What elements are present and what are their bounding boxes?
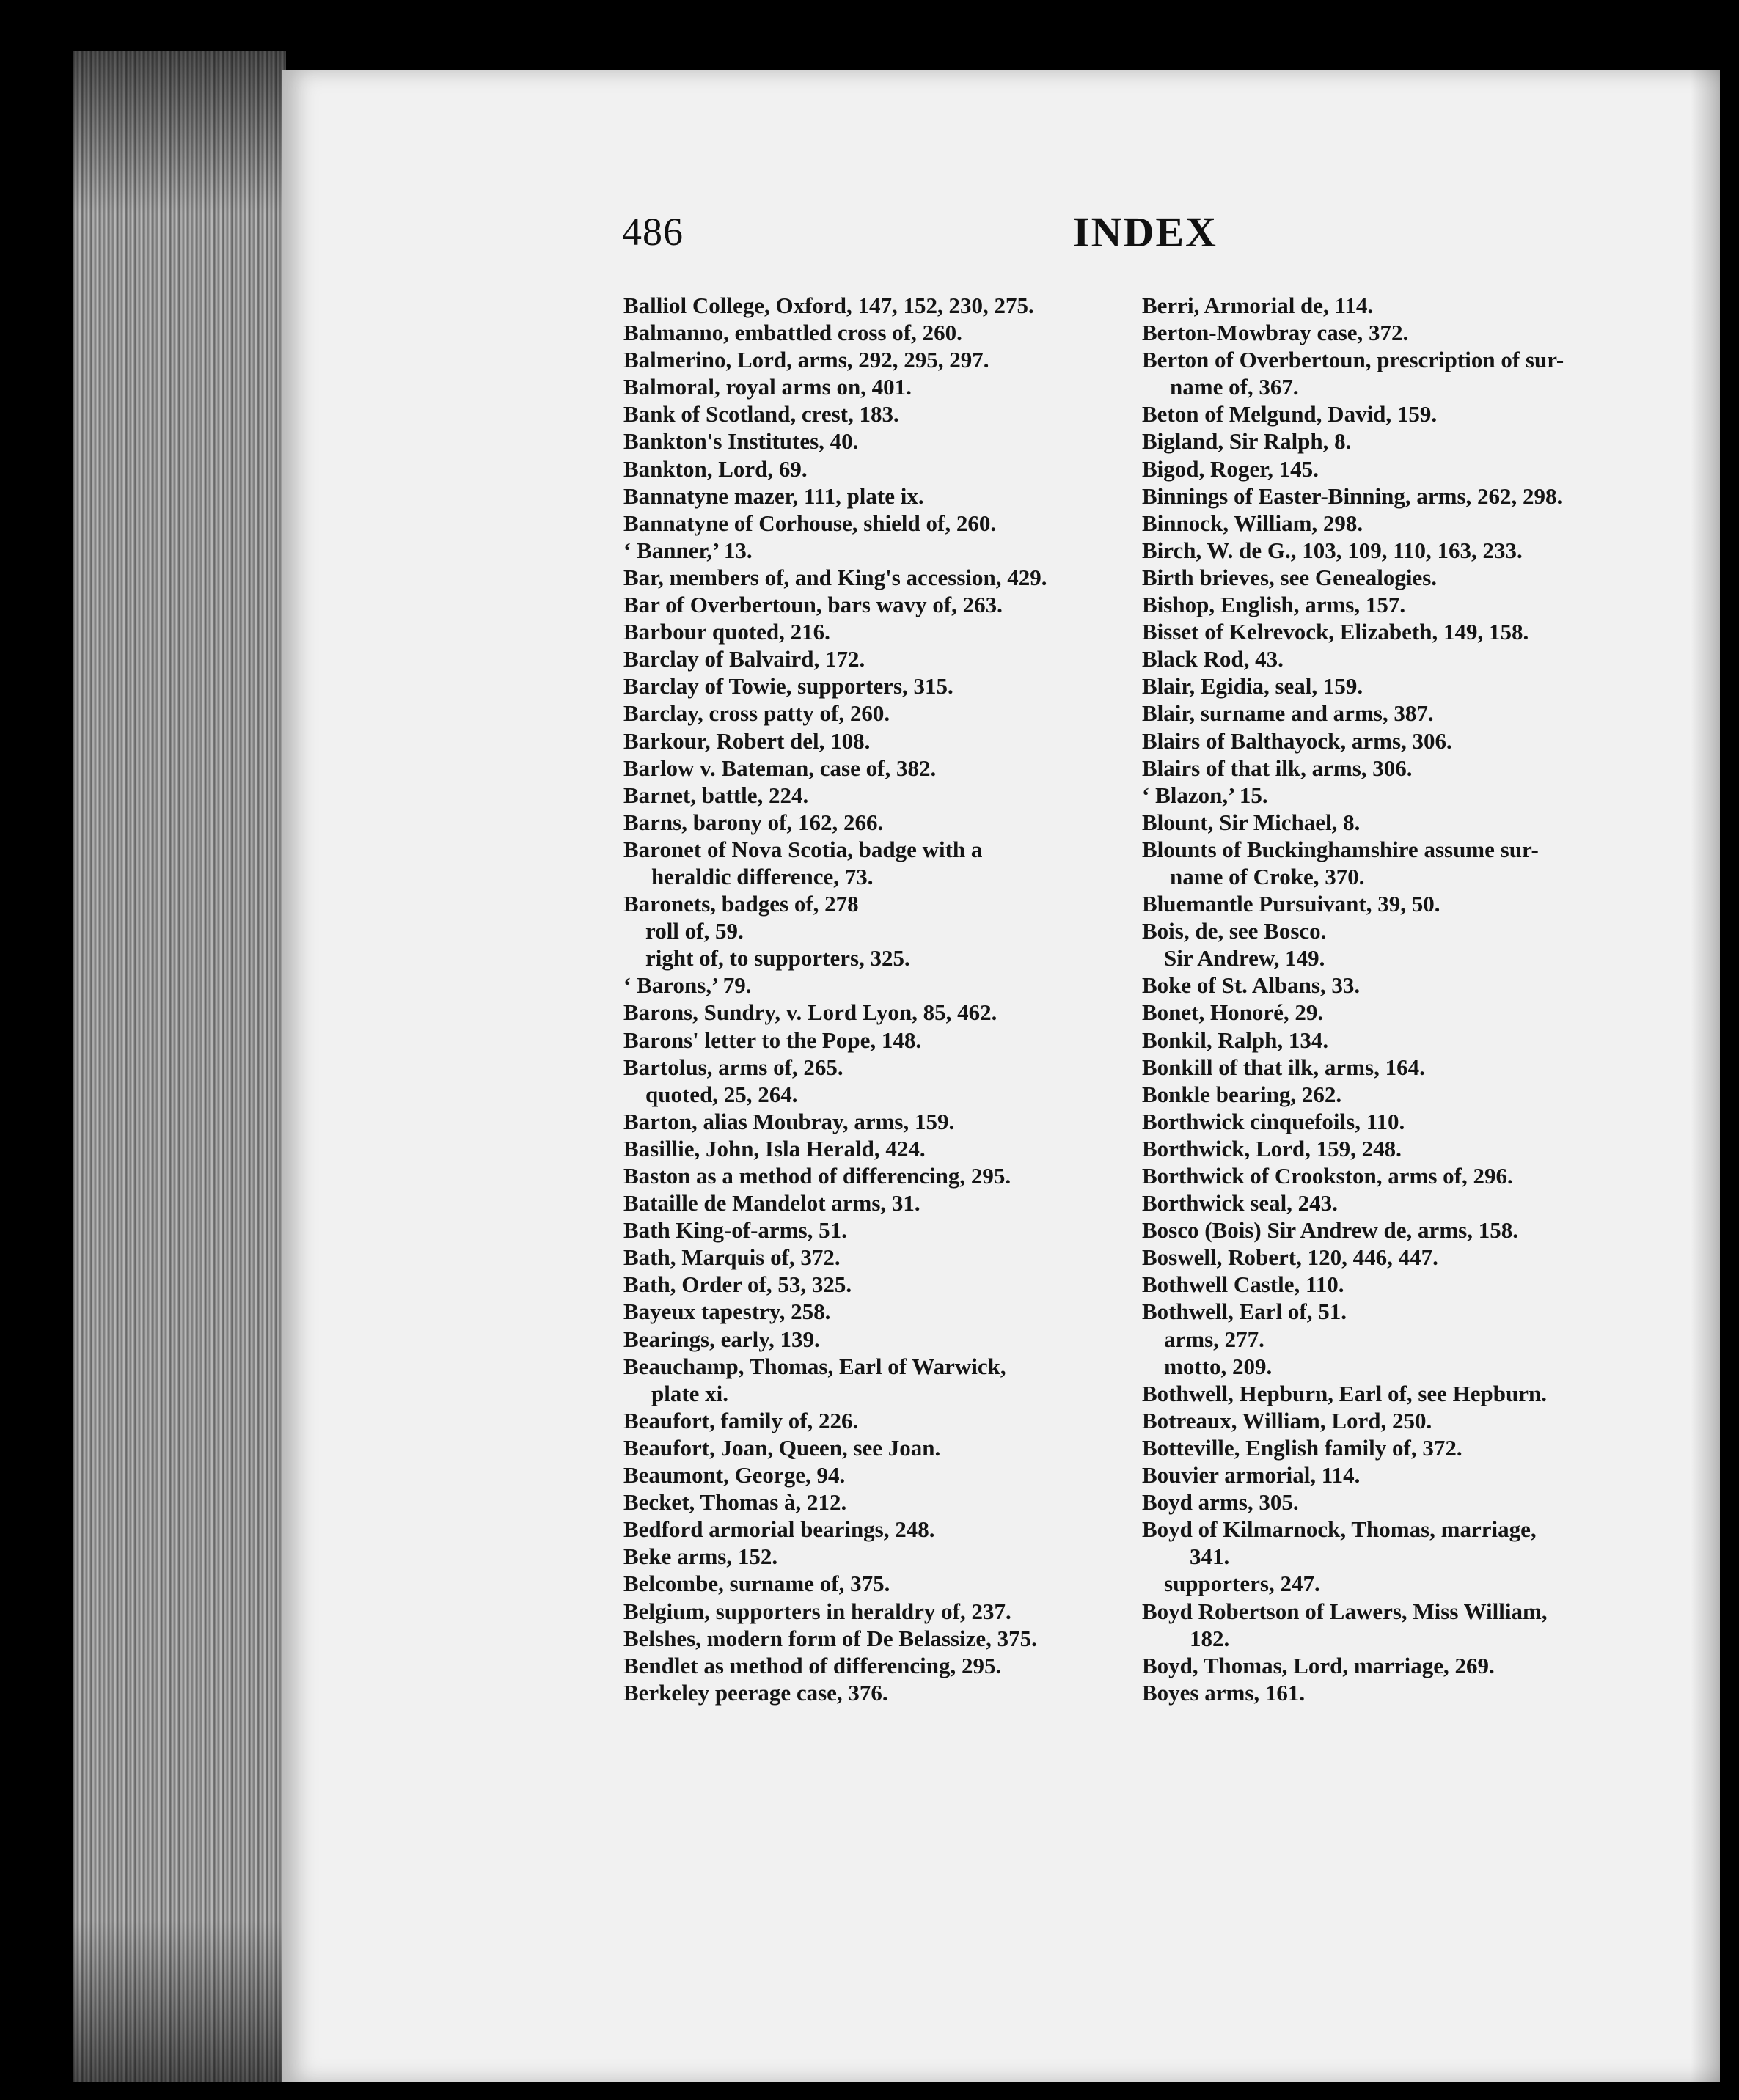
index-entry: Bothwell, Earl of, 51. [1142, 1299, 1347, 1325]
index-entry: Barbour quoted, 216. [623, 619, 830, 645]
index-entry: Beaufort, Joan, Queen, see Joan. [623, 1434, 941, 1461]
index-entry: Bearings, early, 139. [623, 1326, 820, 1352]
index-entry: Beauchamp, Thomas, Earl of Warwick, [623, 1353, 1006, 1379]
index-entry: Boyd arms, 305. [1142, 1489, 1299, 1516]
index-entry: Blair, Egidia, seal, 159. [1142, 673, 1363, 700]
index-entry: heraldic difference, 73. [651, 863, 874, 889]
index-entry: Bath, Marquis of, 372. [623, 1244, 841, 1271]
index-entry: Berkeley peerage case, 376. [623, 1679, 888, 1706]
index-entry: Bar of Overbertoun, bars wavy of, 263. [623, 592, 1003, 618]
index-entry: Beaufort, family of, 226. [623, 1407, 859, 1433]
index-entry: Bosco (Bois) Sir Andrew de, arms, 158. [1142, 1217, 1518, 1244]
index-entry: Bank of Scotland, crest, 183. [623, 401, 899, 427]
index-entry: Barkour, Robert del, 108. [623, 727, 871, 754]
index-entry: Bisset of Kelrevock, Elizabeth, 149, 158. [1142, 619, 1529, 645]
index-entry: arms, 277. [1164, 1326, 1264, 1352]
index-entry: Balmoral, royal arms on, 401. [623, 374, 912, 400]
index-entry: plate xi. [651, 1380, 729, 1406]
index-entry: Blount, Sir Michael, 8. [1142, 809, 1361, 835]
index-entry: Boyd Robertson of Lawers, Miss William, [1142, 1598, 1548, 1624]
index-entry: Bath, Order of, 53, 325. [623, 1271, 852, 1298]
index-entry: Bigland, Sir Ralph, 8. [1142, 428, 1352, 455]
index-entry: Becket, Thomas à, 212. [623, 1489, 847, 1516]
index-entry: Balmanno, embattled cross of, 260. [623, 320, 962, 346]
index-entry: Binnock, William, 298. [1142, 510, 1363, 536]
index-entry: Boyd, Thomas, Lord, marriage, 269. [1142, 1652, 1495, 1678]
index-entry: Barons, Sundry, v. Lord Lyon, 85, 462. [623, 999, 997, 1026]
index-entry: ‘ Banner,’ 13. [623, 537, 753, 563]
index-entry: Bayeux tapestry, 258. [623, 1299, 831, 1325]
index-entry: Baronets, badges of, 278 [623, 891, 859, 917]
index-entry: Blairs of Balthayock, arms, 306. [1142, 727, 1452, 754]
index-entry: Borthwick of Crookston, arms of, 296. [1142, 1163, 1513, 1189]
index-entry: Belgium, supporters in heraldry of, 237. [623, 1598, 1011, 1624]
index-entry: Botteville, English family of, 372. [1142, 1434, 1462, 1461]
index-entry: Barlow v. Bateman, case of, 382. [623, 755, 937, 781]
index-entry: 182. [1190, 1625, 1230, 1651]
index-entry: Barclay of Balvaird, 172. [623, 646, 865, 672]
index-entry: 341. [1190, 1543, 1230, 1570]
index-entry: Blounts of Buckinghamshire assume sur- [1142, 836, 1539, 862]
index-entry: Black Rod, 43. [1142, 646, 1284, 672]
page-number: 486 [622, 210, 684, 254]
index-entry: Bothwell, Hepburn, Earl of, see Hepburn. [1142, 1380, 1548, 1406]
index-entry: Barclay, cross patty of, 260. [623, 700, 890, 727]
index-entry: Blair, surname and arms, 387. [1142, 700, 1434, 727]
index-entry: Birth brieves, see Genealogies. [1142, 564, 1438, 590]
index-entry: Sir Andrew, 149. [1164, 945, 1325, 972]
index-entry: Borthwick, Lord, 159, 248. [1142, 1135, 1402, 1161]
index-entry: quoted, 25, 264. [645, 1081, 798, 1107]
index-entry: Basillie, John, Isla Herald, 424. [623, 1135, 926, 1161]
index-column-right [1142, 292, 1655, 1706]
index-entry: Bois, de, see Bosco. [1142, 918, 1327, 944]
index-entry: Barons' letter to the Pope, 148. [623, 1027, 922, 1053]
index-entry: Bluemantle Pursuivant, 39, 50. [1142, 891, 1440, 917]
index-entry: Barton, alias Moubray, arms, 159. [623, 1108, 955, 1134]
index-entry: Belcombe, surname of, 375. [623, 1571, 890, 1597]
index-entry: Baston as a method of differencing, 295. [623, 1163, 1011, 1189]
page-header [622, 143, 1502, 256]
index-entry: Boke of St. Albans, 33. [1142, 972, 1361, 999]
index-entry: right of, to supporters, 325. [645, 945, 910, 972]
index-entry: Bonkill of that ilk, arms, 164. [1142, 1054, 1425, 1080]
index-entry: Balliol College, Oxford, 147, 152, 230, 275. [623, 293, 1034, 318]
index-entry: roll of, 59. [645, 918, 744, 944]
index-entry: Barclay of Towie, supporters, 315. [623, 673, 953, 700]
index-entry: Birch, W. de G., 103, 109, 110, 163, 233. [1142, 537, 1523, 563]
index-entry: Borthwick seal, 243. [1142, 1190, 1338, 1216]
page-shadow [1691, 70, 1720, 2082]
index-entry: Barns, barony of, 162, 266. [623, 809, 884, 835]
index-entry: Bishop, English, arms, 157. [1142, 592, 1406, 618]
index-entry: Bannatyne mazer, 111, plate ix. [623, 482, 924, 509]
index-entry: name of, 367. [1170, 374, 1299, 400]
index-entry: Bouvier armorial, 114. [1142, 1462, 1361, 1488]
index-entry: Bath King-of-arms, 51. [623, 1217, 847, 1244]
index-entry: Berton-Mowbray case, 372. [1142, 320, 1409, 346]
index-entry: ‘ Blazon,’ 15. [1142, 782, 1268, 808]
index-entry: Balmerino, Lord, arms, 292, 295, 297. [623, 347, 989, 373]
index-entry: Berri, Armorial de, 114. [1142, 293, 1374, 318]
index-entry: Bataille de Mandelot arms, 31. [623, 1190, 920, 1216]
index-entry: Bigod, Roger, 145. [1142, 455, 1319, 482]
index-entry: Berton of Overbertoun, prescription of sur- [1142, 347, 1564, 373]
index-entry: Belshes, modern form of De Belassize, 375. [623, 1625, 1037, 1651]
index-entry: Beaumont, George, 94. [623, 1462, 846, 1488]
index-entry: Baronet of Nova Scotia, badge with a [623, 836, 983, 862]
index-entry: ‘ Barons,’ 79. [623, 972, 752, 999]
index-entry: Bedford armorial bearings, 248. [623, 1516, 935, 1543]
index-entry: Bankton, Lord, 69. [623, 455, 808, 482]
index-column-left [623, 292, 1122, 1706]
index-entry: Bothwell Castle, 110. [1142, 1271, 1344, 1298]
index-entry: Blairs of that ilk, arms, 306. [1142, 755, 1413, 781]
index-entry: Bannatyne of Corhouse, shield of, 260. [623, 510, 997, 536]
book-page-edges [73, 51, 286, 2082]
page-heading: INDEX [1073, 208, 1218, 256]
index-entry: Boswell, Robert, 120, 446, 447. [1142, 1244, 1438, 1271]
index-entry: Bankton's Institutes, 40. [623, 428, 859, 455]
index-entry: Beton of Melgund, David, 159. [1142, 401, 1438, 427]
index-entry: Bonkil, Ralph, 134. [1142, 1027, 1329, 1053]
index-entry: name of Croke, 370. [1170, 863, 1365, 889]
index-entry: Binnings of Easter-Binning, arms, 262, 298. [1142, 482, 1563, 509]
index-entry: Botreaux, William, Lord, 250. [1142, 1407, 1432, 1433]
index-entry: Beke arms, 152. [623, 1543, 778, 1570]
index-entry: Bonet, Honoré, 29. [1142, 999, 1324, 1026]
index-entry: Bonkle bearing, 262. [1142, 1081, 1342, 1107]
index-entry: supporters, 247. [1164, 1571, 1320, 1597]
index-entry: Boyes arms, 161. [1142, 1679, 1306, 1706]
index-entry: Bendlet as method of differencing, 295. [623, 1652, 1002, 1678]
index-entry: Bar, members of, and King's accession, 429. [623, 564, 1047, 590]
index-entry: Bartolus, arms of, 265. [623, 1054, 843, 1080]
index-entry: Boyd of Kilmarnock, Thomas, marriage, [1142, 1516, 1537, 1543]
index-entry: Barnet, battle, 224. [623, 782, 809, 808]
index-entry: Borthwick cinquefoils, 110. [1142, 1108, 1405, 1134]
index-entry: motto, 209. [1164, 1353, 1273, 1379]
